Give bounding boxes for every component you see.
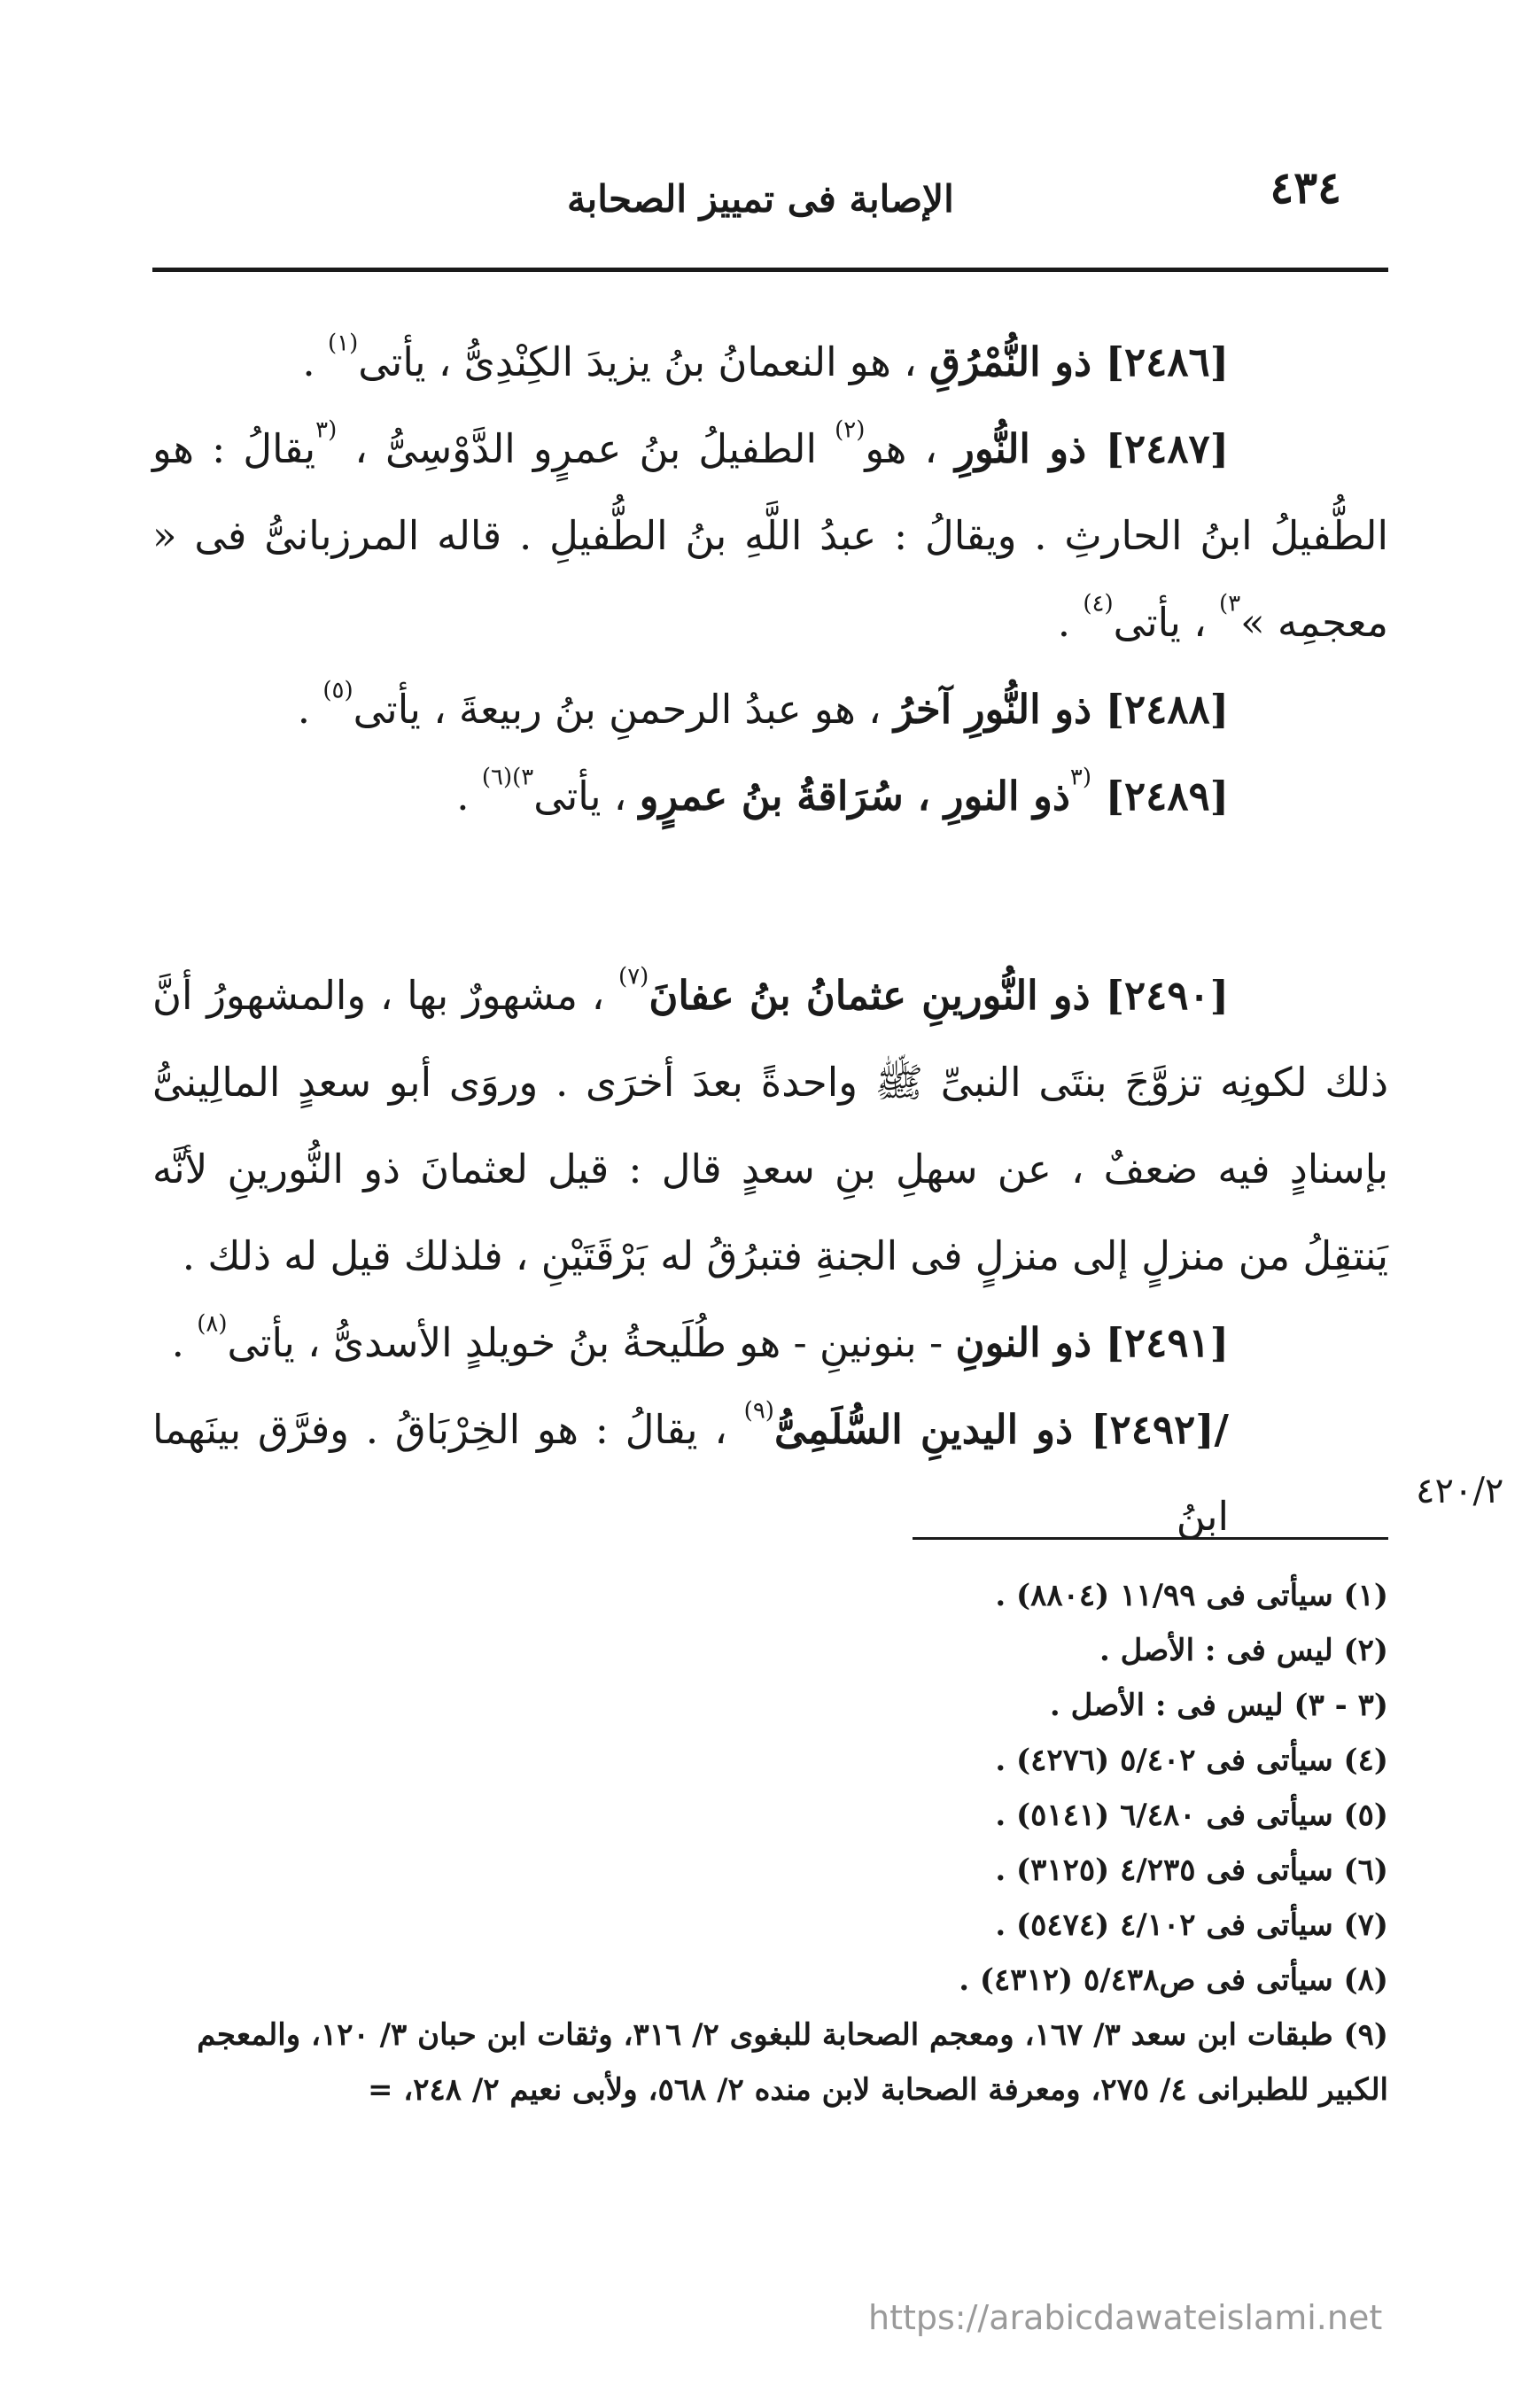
entry-text: ، مشهورٌ بها ، والمشهورُ أنَّ ذلك لكونِه تزوَّجَ بنتَى النبىِّ ﷺ واحدةً بعدَ أخرَى . وروَى أبو سعدٍ المالِينىُّ بإسنادٍ فيه ضعفٌ ، عن سهلِ بنِ سعدٍ قال : قيل لعثمانَ ذو النُّورينِ لأنَّه يَنتقِلُ من منزلٍ إلى منزلٍ فى الجنةِ فتبرُقُ له بَرْقَتَيْنِ ، فلذلك قيل له ذلك . [152, 972, 1388, 1279]
entry-text: الطفيلُ بنُ عمرٍو الدَّوْسِىُّ ، [337, 425, 835, 472]
entry-text: ، يأتى [533, 773, 640, 819]
entry-heading: ذو النُّمْرُقِ [929, 338, 1092, 385]
entry-end: . [297, 686, 323, 733]
entry-text: ، يقالُ : هو الخِرْبَاقُ . وفرَّق بينَهما ابنُ [152, 1406, 1229, 1540]
entry-heading: ذو النورِ ، سُرَاقةُ بنُ عمرٍو [639, 773, 1070, 819]
entry-heading: ذو النونِ [955, 1319, 1092, 1366]
footnote-marker: ٣) [1219, 590, 1241, 618]
entry-2487 [152, 406, 1388, 666]
entry-number: [٢٤٨٨] [1091, 686, 1229, 733]
entry-2489 [152, 753, 1388, 840]
entry-2492 [152, 1387, 1388, 1560]
footnote-marker: (٣ [315, 416, 338, 444]
footnote-separator [913, 1537, 1388, 1540]
footnotes [152, 1568, 1388, 2117]
watermark-url: https://arabicdawateislami.net [868, 2298, 1383, 2337]
header-rule [152, 268, 1388, 272]
entry-end: . [1057, 599, 1084, 646]
footnote-6: (٦) سيأتى فى ٤/٢٣٥ (٣١٢٥) . [995, 1853, 1388, 1888]
entry-text: - بنونينِ - هو طُلَيحةُ بنُ خويلدٍ الأسدىُّ ، يأتى [227, 1319, 956, 1366]
entry-number: [٢٤٨٩] [1091, 773, 1229, 819]
footnote-9: (٩) طبقات ابن سعد ٣/ ١٦٧، ومعجم الصحابة للبغوى ٢/ ٣١٦، وثقات ابن حبان ٣/ ١٢٠، والمعجم الكبير للطبرانى ٤/ ٢٧٥، ومعرفة الصحابة لابن منده ٢/ ٥٦٨، ولأبى نعيم ٢/ ٢٤٨، = [197, 2017, 1388, 2108]
entry-end: . [456, 773, 482, 819]
margin-volume-page-note: ٤٢٠/٢ [1416, 1471, 1504, 1511]
entry-text: ، هو [865, 425, 956, 472]
entry-2486 [152, 319, 1388, 406]
entry-end: . [302, 338, 328, 385]
entry-text: ، هو النعمانُ بنُ يزيدَ الكِنْدِىُّ ، يأتى [358, 338, 930, 385]
footnote-marker: (٥) [322, 677, 353, 704]
entry-number: [٢٤٨٦] [1091, 338, 1229, 385]
entry-2491 [152, 1300, 1388, 1387]
entry-end: . [171, 1319, 198, 1366]
entry-2488 [152, 666, 1388, 753]
entry-number: [٢٤٩١] [1091, 1319, 1229, 1366]
footnote-1: (١) سيأتى فى ١١/٩٩ (٨٨٠٤) . [995, 1578, 1388, 1613]
entry-heading: ذو النُّورِ آخرُ [894, 686, 1092, 733]
footnote-marker: (٣ [1069, 764, 1092, 791]
footnote-marker: ٣)(٦) [481, 764, 534, 791]
footnote-3: (٣ - ٣) ليس فى : الأصل . [1049, 1688, 1388, 1723]
footnote-2: (٢) ليس فى : الأصل . [1099, 1633, 1388, 1668]
entry-number: /[٢٤٩٢] [1073, 1406, 1229, 1453]
entry-heading: ذو النُّورِ [955, 425, 1087, 472]
footnote-7: (٧) سيأتى فى ٤/١٠٢ (٥٤٧٤) . [995, 1907, 1388, 1943]
entry-text: ، يأتى [1113, 599, 1220, 646]
running-title: الإصابة فى تمييز الصحابة [567, 177, 954, 221]
footnote-marker: (٢) [835, 416, 866, 444]
footnote-marker: (٩) [743, 1397, 774, 1425]
entries-block-1 [152, 319, 1388, 840]
entry-text: يقالُ : هو الطُّفيلُ ابنُ الحارثِ . ويقالُ : عبدُ اللَّهِ بنُ الطُّفيلِ . قاله المرزبانىُّ فى « معجمِه » [152, 425, 1388, 646]
entries-block-2 [152, 952, 1388, 1560]
entry-heading: ذو النُّورينِ عثمانُ بنُ عفانَ [649, 972, 1091, 1019]
entry-text: ، هو عبدُ الرحمنِ بنُ ربيعةَ ، يأتى [353, 686, 895, 733]
footnote-marker: (٧) [618, 963, 649, 990]
entry-2490 [152, 952, 1388, 1300]
footnote-5: (٥) سيأتى فى ٦/٤٨٠ (٥١٤١) . [995, 1798, 1388, 1833]
entry-number: [٢٤٩٠] [1090, 972, 1229, 1019]
footnote-marker: (٨) [197, 1310, 228, 1338]
entry-heading: ذو اليدينِ السُّلَمِىُّ [773, 1406, 1074, 1453]
footnote-4: (٤) سيأتى فى ٥/٤٠٢ (٤٢٧٦) . [995, 1743, 1388, 1778]
footnote-marker: (١) [328, 330, 359, 357]
entry-number: [٢٤٨٧] [1086, 425, 1229, 472]
footnote-8: (٨) سيأتى فى ص٥/٤٣٨ (٤٣١٢) . [959, 1962, 1388, 1998]
footnote-marker: (٤) [1083, 590, 1114, 618]
page-number: ٤٣٤ [1270, 161, 1341, 214]
